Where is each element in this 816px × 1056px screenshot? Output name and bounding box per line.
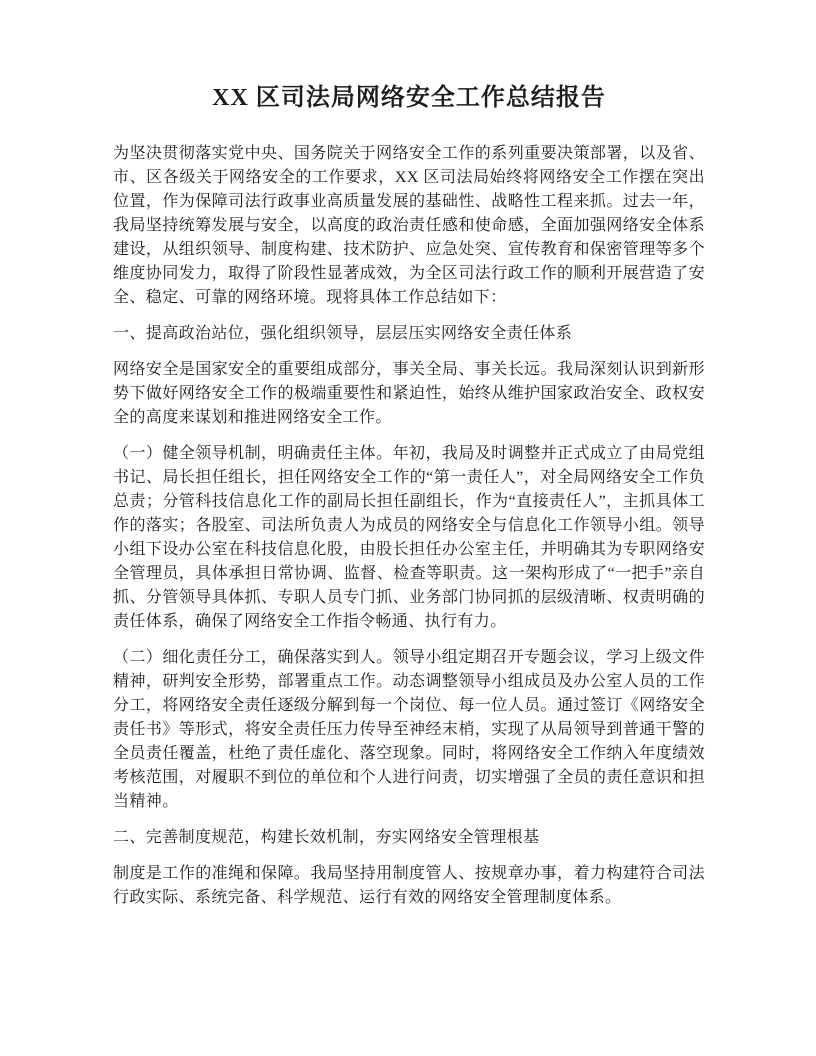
section-heading: 二、完善制度规范，构建长效机制，夯实网络安全管理根基	[113, 829, 540, 846]
body-paragraph: （一）健全领导机制，明确责任主体。年初，我局及时调整并正式成立了由局党组书记、局长担任组长，担任网络安全工作的“第一责任人”，对全局网络安全工作负总责；分管科技信息化工作的副局长担任副组长，作为“直接责任人”，主抓具体工作的落实；各股室、司法所负责人为成员的网络安全与信息化工作领导小组。领导小组下设办公室在科技信息化股，由股长担任办公室主任，并明确其为专职网络安全管理员，具体承担日常协调、监督、检查等职责。这一架构形成了“一把手”亲自抓、分管领导具体抓、专职人员专门抓、业务部门协同抓的层级清晰、权责明确的责任体系，确保了网络安全工作指令畅通、执行有力。	[113, 445, 705, 630]
body-paragraph: （二）细化责任分工，确保落实到人。领导小组定期召开专题会议，学习上级文件精神，研判安全形势，部署重点工作。动态调整领导小组成员及办公室人员的工作分工，将网络安全责任逐级分解到每一个岗位、每一位人员。通过签订《网络安全责任书》等形式，将安全责任压力传导至神经末梢，实现了从局领导到普通干警的全员责任覆盖，杜绝了责任虚化、落空现象。同时，将网络安全工作纳入年度绩效考核范围，对履职不到位的单位和个人进行问责，切实增强了全员的责任意识和担当精神。	[113, 649, 705, 810]
document-body	[113, 142, 705, 910]
body-paragraph: 网络安全是国家安全的重要组成部分，事关全局、事关长远。我局深刻认识到新形势下做好网络安全工作的极端重要性和紧迫性，始终从维护国家政治安全、政权安全的高度来谋划和推进网络安全工作。	[113, 361, 705, 426]
body-paragraph: 制度是工作的准绳和保障。我局坚持用制度管人、按规章办事，着力构建符合司法行政实际、系统完备、科学规范、运行有效的网络安全管理制度体系。	[113, 865, 705, 906]
document-title: XX 区司法局网络安全工作总结报告	[212, 85, 606, 111]
body-paragraph: 为坚决贯彻落实党中央、国务院关于网络安全工作的系列重要决策部署，以及省、市、区各级关于网络安全的工作要求，XX 区司法局始终将网络安全工作摆在突出位置，作为保障司法行政事业高质量发展的基础性、战略性工程来抓。过去一年，我局坚持统筹发展与安全，以高度的政治责任感和使命感，全面加强网络安全体系建设，从组织领导、制度构建、技术防护、应急处突、宣传教育和保密管理等多个维度协同发力，取得了阶段性显著成效，为全区司法行政工作的顺利开展营造了安全、稳定、可靠的网络环境。现将具体工作总结如下：	[113, 145, 705, 306]
section-heading: 一、提高政治站位，强化组织领导，层层压实网络安全责任体系	[113, 325, 573, 342]
